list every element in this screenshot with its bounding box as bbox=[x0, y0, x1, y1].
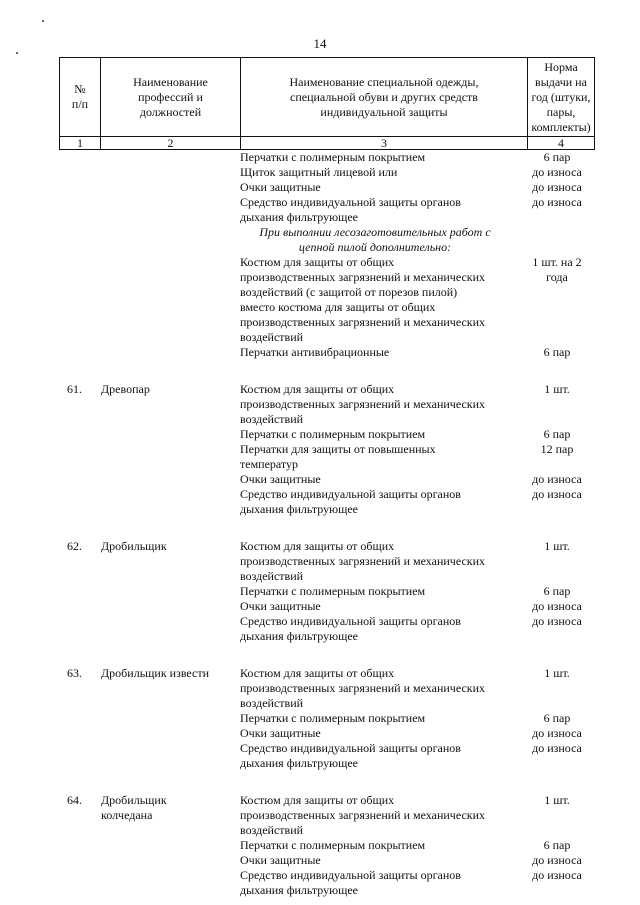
norm-value: 12 пар bbox=[540, 442, 574, 456]
table-row bbox=[0, 315, 640, 330]
condition-note: цепной пилой дополнительно: bbox=[298, 240, 452, 254]
norm-value: до износа bbox=[532, 472, 582, 486]
table-entry bbox=[0, 666, 640, 771]
table-row bbox=[0, 883, 640, 898]
header-number-4: 4 bbox=[528, 137, 595, 150]
entry-number: 62. bbox=[67, 539, 82, 553]
table-row bbox=[0, 300, 640, 315]
equipment-item: Перчатки антивибрационные bbox=[240, 345, 390, 359]
norm-value: 6 пар bbox=[543, 838, 571, 852]
equipment-item: дыхания фильтрующее bbox=[240, 629, 358, 643]
header-number-2: 2 bbox=[101, 137, 241, 150]
equipment-item: Костюм для защиты от общих bbox=[240, 255, 395, 269]
header-col-number: № п/п bbox=[60, 58, 101, 137]
table-row bbox=[0, 397, 640, 412]
equipment-item: производственных загрязнений и механических bbox=[240, 397, 486, 411]
equipment-item: Перчатки с полимерным покрытием bbox=[240, 838, 426, 852]
equipment-item: производственных загрязнений и механических bbox=[240, 554, 486, 568]
table-row bbox=[0, 696, 640, 711]
table-row bbox=[0, 756, 640, 771]
page-number: 14 bbox=[313, 36, 327, 51]
scan-speck bbox=[42, 20, 44, 22]
table-row bbox=[0, 472, 640, 487]
entry-number: 61. bbox=[67, 382, 82, 396]
table-row bbox=[0, 165, 640, 180]
norm-value: 1 шт. bbox=[544, 539, 570, 553]
profession-name: Древопар bbox=[101, 382, 150, 396]
norm-value: до износа bbox=[532, 195, 582, 209]
equipment-item: вместо костюма для защиты от общих bbox=[240, 300, 436, 314]
table-row bbox=[0, 666, 640, 681]
norm-value: до износа bbox=[532, 180, 582, 194]
equipment-item: Костюм для защиты от общих bbox=[240, 793, 395, 807]
row-spacer bbox=[0, 360, 640, 382]
norm-value: 1 шт. bbox=[544, 793, 570, 807]
table-row bbox=[0, 711, 640, 726]
equipment-item: Средство индивидуальной защиты органов bbox=[240, 614, 461, 628]
norm-value: 1 шт. на 2 bbox=[532, 255, 582, 269]
equipment-item: Средство индивидуальной защиты органов bbox=[240, 741, 461, 755]
norm-value: до износа bbox=[532, 726, 582, 740]
table-row bbox=[0, 681, 640, 696]
profession-name: Дробильщик извести bbox=[101, 666, 210, 680]
header-number-3: 3 bbox=[241, 137, 528, 150]
table-row bbox=[0, 382, 640, 397]
norm-value: 6 пар bbox=[543, 150, 571, 164]
norm-value: 6 пар bbox=[543, 345, 571, 359]
equipment-item: Костюм для защиты от общих bbox=[240, 539, 395, 553]
table-row bbox=[0, 427, 640, 442]
header-col-profession: Наименование профессий и должностей bbox=[101, 58, 241, 137]
table-row bbox=[0, 614, 640, 629]
equipment-item: дыхания фильтрующее bbox=[240, 502, 358, 516]
table-row bbox=[0, 823, 640, 838]
equipment-item: Перчатки с полимерным покрытием bbox=[240, 427, 426, 441]
norm-value: 6 пар bbox=[543, 584, 571, 598]
table-row bbox=[0, 808, 640, 823]
condition-note: При выполнии лесозаготовительных работ с bbox=[259, 225, 491, 239]
equipment-item: Средство индивидуальной защиты органов bbox=[240, 195, 461, 209]
equipment-item: воздействий bbox=[240, 823, 304, 837]
table-row bbox=[0, 150, 640, 165]
table-row bbox=[0, 726, 640, 741]
table-row bbox=[0, 255, 640, 270]
equipment-item: Очки защитные bbox=[240, 599, 321, 613]
row-spacer bbox=[0, 517, 640, 539]
table-row bbox=[0, 487, 640, 502]
table-row bbox=[0, 629, 640, 644]
equipment-item: Щиток защитный лицевой или bbox=[240, 165, 398, 179]
entry-number: 63. bbox=[67, 666, 82, 680]
entry-number: 64. bbox=[67, 793, 82, 807]
continuation-block bbox=[0, 150, 640, 360]
norm-value: до износа bbox=[532, 868, 582, 882]
table-row bbox=[0, 210, 640, 225]
norm-value: до износа bbox=[532, 487, 582, 501]
norm-value: до износа bbox=[532, 614, 582, 628]
equipment-item: производственных загрязнений и механических bbox=[240, 681, 486, 695]
table-row bbox=[0, 793, 640, 808]
table-row bbox=[0, 180, 640, 195]
equipment-item: Очки защитные bbox=[240, 180, 321, 194]
table-row bbox=[0, 412, 640, 427]
equipment-item: дыхания фильтрующее bbox=[240, 756, 358, 770]
equipment-item: воздействий bbox=[240, 696, 304, 710]
table-row bbox=[0, 853, 640, 868]
table-header bbox=[59, 57, 595, 150]
equipment-item: Средство индивидуальной защиты органов bbox=[240, 487, 461, 501]
equipment-item: Очки защитные bbox=[240, 853, 321, 867]
norm-value: до износа bbox=[532, 165, 582, 179]
table-row bbox=[0, 838, 640, 853]
equipment-item: Очки защитные bbox=[240, 726, 321, 740]
table-row bbox=[0, 457, 640, 472]
equipment-item: Перчатки с полимерным покрытием bbox=[240, 584, 426, 598]
header-col-equipment: Наименование специальной одежды, специальной обуви и других средств индивидуальной защиты bbox=[241, 58, 528, 137]
equipment-item: Перчатки для защиты от повышенных bbox=[240, 442, 436, 456]
norm-value: до износа bbox=[532, 599, 582, 613]
equipment-item: Перчатки с полимерным покрытием bbox=[240, 711, 426, 725]
table-row bbox=[0, 868, 640, 883]
equipment-item: дыхания фильтрующее bbox=[240, 883, 358, 897]
equipment-item: воздействий (с защитой от порезов пилой) bbox=[240, 285, 458, 299]
row-spacer bbox=[0, 771, 640, 793]
norm-value: до износа bbox=[532, 853, 582, 867]
table-row bbox=[0, 502, 640, 517]
norm-value: 1 шт. bbox=[544, 666, 570, 680]
equipment-item: воздействий bbox=[240, 330, 304, 344]
header-col-norm: Норма выдачи на год (штуки, пары, комплекты) bbox=[528, 58, 595, 137]
table-row bbox=[0, 599, 640, 614]
table-row bbox=[0, 270, 640, 285]
profession-name: колчедана bbox=[101, 808, 153, 822]
table-row bbox=[0, 442, 640, 457]
equipment-item: Перчатки с полимерным покрытием bbox=[240, 150, 426, 164]
equipment-item: производственных загрязнений и механических bbox=[240, 315, 486, 329]
table-row bbox=[0, 741, 640, 756]
table-row bbox=[0, 539, 640, 554]
equipment-item: дыхания фильтрующее bbox=[240, 210, 358, 224]
table-row bbox=[0, 225, 640, 240]
table-body bbox=[0, 150, 640, 898]
equipment-item: производственных загрязнений и механических bbox=[240, 270, 486, 284]
norm-value: 6 пар bbox=[543, 427, 571, 441]
equipment-item: воздействий bbox=[240, 412, 304, 426]
header-number-1: 1 bbox=[60, 137, 101, 150]
table-row bbox=[0, 584, 640, 599]
table-row bbox=[0, 195, 640, 210]
norm-value: 1 шт. bbox=[544, 382, 570, 396]
table-row bbox=[0, 285, 640, 300]
norm-value: года bbox=[546, 270, 568, 284]
norm-value: до износа bbox=[532, 741, 582, 755]
equipment-item: температур bbox=[240, 457, 299, 471]
table-row bbox=[0, 554, 640, 569]
profession-name: Дробильщик bbox=[101, 793, 167, 807]
equipment-item: производственных загрязнений и механических bbox=[240, 808, 486, 822]
table-row bbox=[0, 345, 640, 360]
table-row bbox=[0, 240, 640, 255]
equipment-item: воздействий bbox=[240, 569, 304, 583]
equipment-item: Костюм для защиты от общих bbox=[240, 666, 395, 680]
table-entry bbox=[0, 793, 640, 898]
table-row bbox=[0, 569, 640, 584]
equipment-item: Очки защитные bbox=[240, 472, 321, 486]
table-entry bbox=[0, 382, 640, 517]
profession-name: Дробильщик bbox=[101, 539, 167, 553]
row-spacer bbox=[0, 644, 640, 666]
table-row bbox=[0, 330, 640, 345]
scan-speck bbox=[16, 52, 18, 54]
table-entry bbox=[0, 539, 640, 644]
equipment-item: Средство индивидуальной защиты органов bbox=[240, 868, 461, 882]
norm-value: 6 пар bbox=[543, 711, 571, 725]
equipment-item: Костюм для защиты от общих bbox=[240, 382, 395, 396]
